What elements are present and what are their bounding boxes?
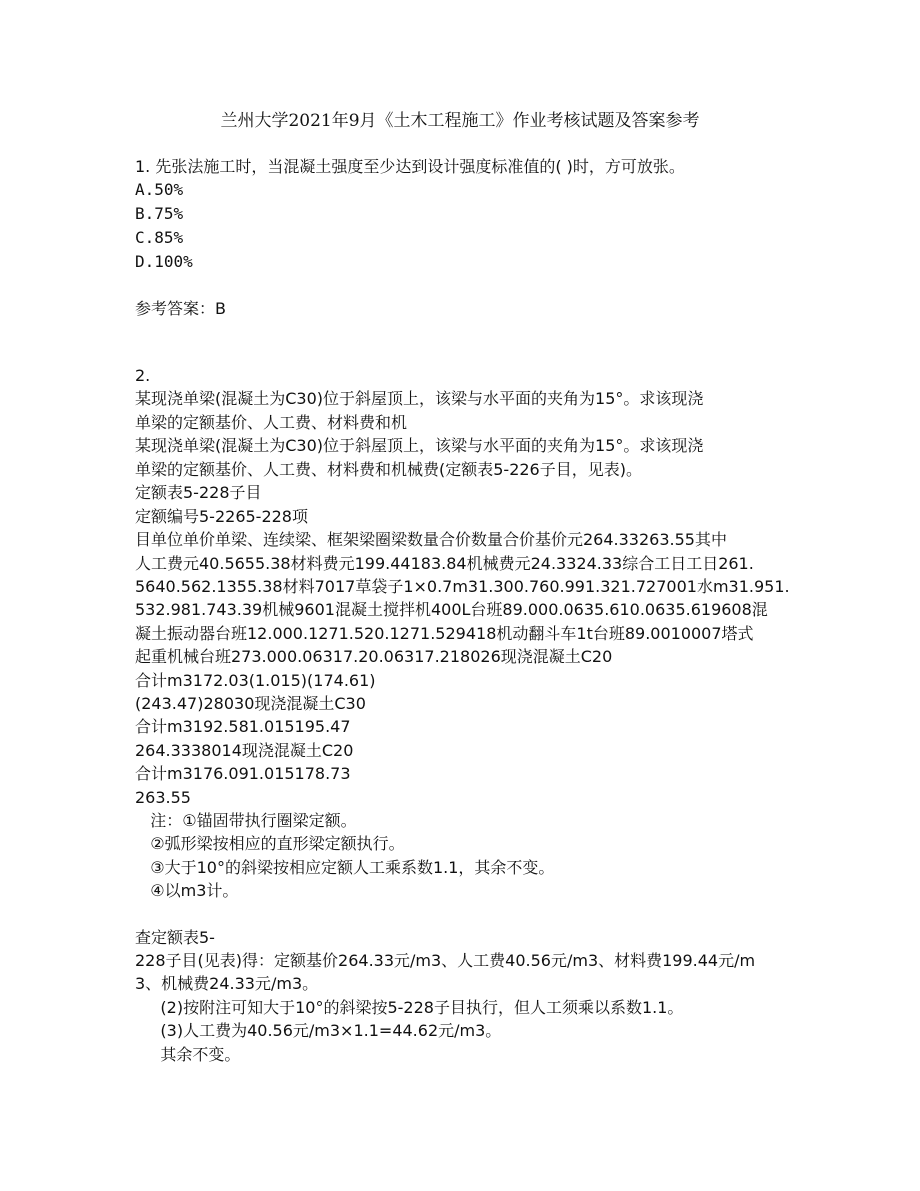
- question-2-note: ③大于10°的斜梁按相应定额人工乘系数1.1，其余不变。: [135, 858, 555, 877]
- question-2-line: 263.55: [135, 788, 191, 807]
- question-2-line: 264.3338014现浇混凝土C20: [135, 741, 354, 760]
- question-1-stem: 1. 先张法施工时，当混凝土强度至少达到设计强度标准值的( )时，方可放张。: [135, 157, 685, 176]
- question-2-number: 2.: [135, 366, 151, 385]
- question-2-note: ②弧形梁按相应的直形梁定额执行。: [135, 834, 405, 853]
- question-2-line: 合计m3192.581.015195.47: [135, 717, 351, 736]
- question-2-line: 起重机械台班273.000.06317.20.06317.218026现浇混凝土C20: [135, 647, 613, 666]
- question-2-line: 某现浇单梁(混凝土为C30)位于斜屋顶上，该梁与水平面的夹角为15°。求该现浇: [135, 389, 704, 408]
- question-2-line: 合计m3176.091.015178.73: [135, 764, 351, 783]
- solution-line: (2)按附注可知大于10°的斜梁按5-228子目执行，但人工须乘以系数1.1。: [135, 998, 684, 1017]
- solution-line: 3、机械费24.33元/m3。: [135, 974, 319, 993]
- question-2-line: 人工费元40.5655.38材料费元199.44183.84机械费元24.3324.33综合工日工日261.: [135, 554, 754, 573]
- question-2-line: 单梁的定额基价、人工费、材料费和机: [135, 413, 408, 432]
- question-2-note: ④以m3计。: [135, 881, 239, 900]
- question-1-option-b: B.75%: [135, 204, 184, 223]
- question-1-answer: 参考答案：B: [135, 299, 226, 318]
- solution-line: 228子目(见表)得：定额基价264.33元/m3、人工费40.56元/m3、材料费199.44元/m: [135, 951, 756, 970]
- question-2-line: 合计m3172.03(1.015)(174.61): [135, 671, 376, 690]
- solution-line: (3)人工费为40.56元/m3×1.1=44.62元/m3。: [135, 1021, 502, 1040]
- document-title: 兰州大学2021年9月《土木工程施工》作业考核试题及答案参考: [220, 111, 700, 131]
- question-1-option-a: A.50%: [135, 180, 184, 199]
- question-2-line: (243.47)28030现浇混凝土C30: [135, 694, 366, 713]
- question-2-line: 5640.562.1355.38材料7017草袋子1×0.7m31.300.760.991.321.727001水m31.951.: [135, 577, 790, 596]
- question-2-line: 定额编号5-2265-228项: [135, 507, 308, 526]
- question-1-option-d: D.100%: [135, 252, 193, 271]
- question-2-line: 目单位单价单梁、连续梁、框架梁圈梁数量合价数量合价基价元264.33263.55其中: [135, 530, 727, 549]
- question-2-line: 某现浇单梁(混凝土为C30)位于斜屋顶上，该梁与水平面的夹角为15°。求该现浇: [135, 436, 704, 455]
- question-2-line: 532.981.743.39机械9601混凝土搅拌机400L台班89.000.0635.610.0635.619608混: [135, 600, 768, 619]
- question-2-line: 定额表5-228子目: [135, 483, 262, 502]
- question-2-line: 单梁的定额基价、人工费、材料费和机械费(定额表5-226子目，见表)。: [135, 460, 642, 479]
- solution-line: 其余不变。: [135, 1045, 241, 1064]
- solution-line: 查定额表5-: [135, 928, 215, 947]
- question-2-line: 凝土振动器台班12.000.1271.520.1271.529418机动翻斗车1t台班89.0010007塔式: [135, 624, 754, 643]
- question-1-option-c: C.85%: [135, 228, 184, 247]
- question-2-note: 注：①锚固带执行圈梁定额。: [135, 811, 357, 830]
